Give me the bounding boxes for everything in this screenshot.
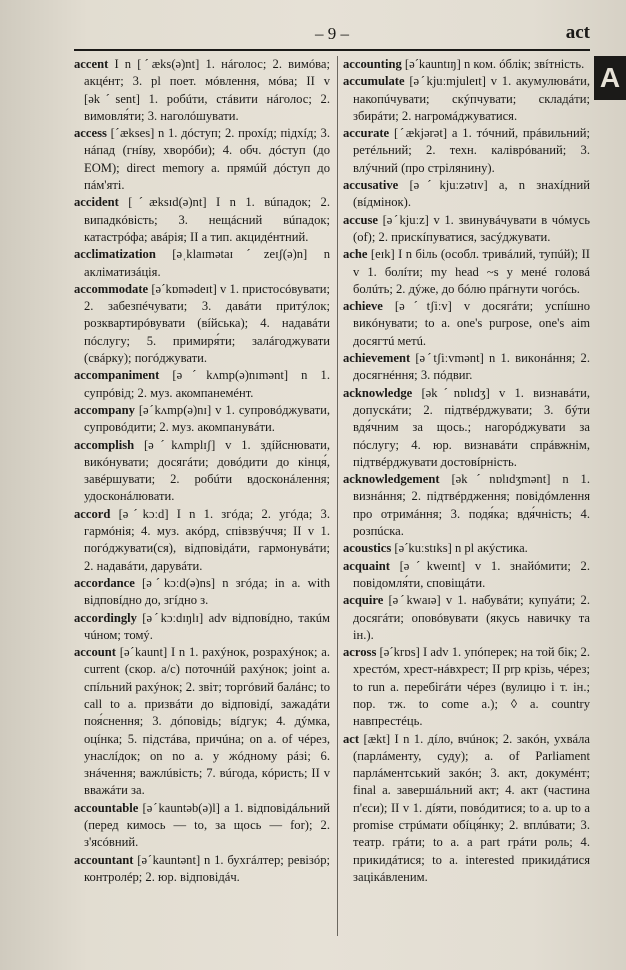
dictionary-entry xyxy=(74,644,330,800)
dictionary-entry xyxy=(343,644,590,730)
entry-definition: [əˊkʌmp(ə)nɪ] v 1. супровóджувати, супровóдити; 2. муз. акомпанувáти. xyxy=(84,402,330,435)
entry-definition: [əˊkweɪnt] v 1. знайóмити; 2. повідомля́ти, сповіщáти. xyxy=(353,558,590,590)
entry-definition: [əˊkaunt] I n 1. рахýнок, розрахýнок; a. current (скор. a/c) поточнúй рахýнок; joint a. спíльний рахýнок; 2. звіт; торгóвий балáнс; to call to a. призвáти до відповідí, зажадáти поя́снення; 3. дóповідь; вíдгук; 4. дýмка, оцíнка; 5. підстáва, причúна; on a. of чéрез, унаслíдок; on no a. у жóдному рáзі; 6. знáчення; важлúвість; 7. вúгода, кóристь; II v вважáти за. xyxy=(84,645,330,798)
entry-headword: acquire xyxy=(343,593,384,608)
dictionary-entry xyxy=(343,558,590,593)
dictionary-entry xyxy=(74,575,330,610)
entry-definition: [əˊkjuːzətɪv] a, n знахíдний (вíдмінок). xyxy=(353,178,590,210)
entry-definition: [əˊtʃiːv] v досягáти; успíшно викóнувати; to a. one's purpose, one's aim досягтú метú. xyxy=(353,299,590,348)
dictionary-entry xyxy=(74,246,330,281)
dictionary-entry xyxy=(74,402,330,437)
entry-headword: accommodate xyxy=(74,281,149,296)
dictionary-entry xyxy=(343,471,590,540)
entry-headword: accompany xyxy=(74,402,135,417)
entry-definition: [əˊkauntənt] n 1. бухгáлтер; ревізóр; контролéр; 2. юр. відповідáч. xyxy=(84,852,330,884)
entry-headword: accounting xyxy=(343,57,402,71)
dictionary-entry xyxy=(343,350,590,385)
entry-headword: accent xyxy=(74,57,109,71)
entry-headword: account xyxy=(74,645,116,660)
entry-definition: [eɪk] I n біль (особл. тривáлий, тупúй); II v 1. болíти; my head ~s у менé головá болúть; 2. дýже, до бóлю прáгнути чогóсь. xyxy=(353,247,590,296)
dictionary-entry xyxy=(74,437,330,506)
entry-definition: I n [ˊæks(ə)nt] 1. нáголос; 2. вимóва; акцéнт; 3. pl поет. мóвлення, мóва; II v [əkˊsent] 1. робúти, стáвити нáголос; 2. вимовля́ти; 3. наголóшувати. xyxy=(84,57,330,123)
dictionary-entry xyxy=(74,610,330,645)
dictionary-entry xyxy=(74,852,330,887)
dictionary-entry xyxy=(343,592,590,644)
dictionary-entry xyxy=(343,125,590,177)
entry-headword: accurate xyxy=(343,126,390,141)
entry-definition: [ˊækjərət] a 1. тóчний, прáвильний; ретéльний; 2. техн. каліврóваний; 3. влýчний (про стрілянину). xyxy=(353,126,590,175)
entry-definition: [əˊkɔːd] I n 1. згóда; 2. угóда; 3. гармóнія; 4. муз. акóрд, співзвýччя; II v 1. погóджувати(ся), відповідáти, гармонувáти; 2. надавáти, дарувáти. xyxy=(84,506,330,573)
dictionary-entry xyxy=(343,540,590,557)
entry-headword: access xyxy=(74,126,107,141)
entry-headword: achievement xyxy=(343,351,411,366)
entry-definition: [əˊkjuːmjuleɪt] v 1. акумулювáти, накопúчувати; скýпчувати; складáти; збирáти; 2. нагромáджуватися. xyxy=(353,74,590,123)
entry-headword: accuse xyxy=(343,212,378,227)
dictionary-entry xyxy=(343,56,590,73)
entry-definition: [əˌklaɪmətaɪˊzeɪʃ(ə)n] n акліматизáція. xyxy=(84,247,330,279)
page-number: – 9 – xyxy=(315,24,349,43)
dictionary-entry xyxy=(343,212,590,247)
entry-headword: acclimatization xyxy=(74,247,156,262)
left-column xyxy=(74,56,330,886)
entry-definition: [əˊkrɒs] I adv 1. упóперек; на той бік; 2. хрестóм, хрест-нáвхрест; II prp крізь, чéрез; to run a. перебігáти чéрез (вулицю і т. ін.; пор. тж. to come a.); ◊ a. country навпрестéць. xyxy=(353,645,590,729)
column-divider xyxy=(337,56,338,936)
dictionary-entry xyxy=(343,177,590,212)
entry-definition: [ækt] I n 1. дíло, вчúнок; 2. закóн, ухвáла (парлáменту, суду); a. of Parliament парлáментський закóн; 3. акт, докумéнт; final a. завершáльний акт; 4. акт (частина п'єси); II v 1. дíяти, повóдитися; to a. up to a promise стрúмати обíця́нку; 2. вплúвати; 3. театр. грáти; to a. a part грáти роль; 4. прикидáтися; to a. interested прикидáтися зацікáвленим. xyxy=(353,731,590,884)
entry-headword: accompaniment xyxy=(74,368,160,383)
dictionary-entry xyxy=(74,367,330,402)
entry-headword: acoustics xyxy=(343,541,392,556)
entry-definition: [əˊkɒmədeɪt] v 1. пристосóвувати; 2. забезпéчувати; 3. давáти притýлок; розквартирóвувати (вíйська); 4. надавáти пóслугу; 5. примиря́ти; залáгоджувати (свáрку); погóджувати. xyxy=(84,281,330,366)
entry-headword: accomplish xyxy=(74,437,135,452)
page-header xyxy=(74,22,590,48)
entry-headword: acknowledge xyxy=(343,385,413,400)
dictionary-entry xyxy=(74,125,330,194)
entry-headword: acknowledgement xyxy=(343,472,440,487)
entry-headword: accident xyxy=(74,195,119,210)
entry-headword: accountant xyxy=(74,852,134,867)
entry-definition: [əkˊnɒlɪdʒ] v 1. визнавáти, допускáти; 2. підтвéрджувати; 3. бýти вдя́чним за щось.; нагорóджувати за пóслугу; 4. юр. визнавáти спрáвжнім, підтвéрджувати достовíрність. xyxy=(353,385,590,469)
entry-definition: [ˊæksɪd(ə)nt] I n 1. вúпадок; 2. випадкóвість; 3. нещáсний вúпадок; катастрóфа; авáрія; II a тип. акцидéнтний. xyxy=(84,195,330,244)
entry-headword: accordance xyxy=(74,575,135,590)
entry-headword: accumulate xyxy=(343,74,405,89)
entry-definition: [ˊækses] n 1. дóступ; 2. прохíд; підхíд; 3. нáпад (гнíву, хворóби); 4. обч. дóступ (до ЕОМ); direct memory a. прямúй дóступ до пáм'яті. xyxy=(84,126,330,193)
entry-definition: [əˊkauntəb(ə)l] a 1. відповідáльний (перед кимось — to, за щось — for); 2. з'ясóвний. xyxy=(84,800,330,850)
entry-definition: [əˊkʌmplɪʃ] v 1. здíйснювати, викóнувати; досягáти; довóдити до кінця́, завéршувати; 2. робúти вдосконáлення; удосконáлювати. xyxy=(84,437,330,504)
dictionary-entry xyxy=(343,731,590,887)
dictionary-entry xyxy=(74,194,330,246)
entry-headword: accusative xyxy=(343,178,399,193)
thumb-index-tab: A xyxy=(594,56,626,100)
entry-definition: [əˊkʌmp(ə)nɪmənt] n 1. супрóвід; 2. муз. акомпанемéнт. xyxy=(84,368,330,400)
entry-definition: [əˊkwaɪə] v 1. набувáти; купуáти; 2. досягáти; оповóвувати (якусь навичку та ін.). xyxy=(353,593,590,642)
entry-headword: accord xyxy=(74,506,111,521)
entry-definition: [əˊtʃiːvmənt] n 1. викoнáння; 2. досягнéння; 3. пóдвиг. xyxy=(353,351,590,383)
entry-headword: accountable xyxy=(74,800,139,815)
entry-definition: [əˊkjuːz] v 1. звинувáчувати в чóмусь (of); 2. прискíпуватися, засýджувати. xyxy=(353,212,590,244)
guide-word: act xyxy=(565,22,590,43)
right-column xyxy=(343,56,590,886)
entry-headword: act xyxy=(343,731,360,746)
dictionary-entry xyxy=(74,56,330,125)
entry-headword: accordingly xyxy=(74,610,137,625)
dictionary-entry xyxy=(343,385,590,471)
header-rule xyxy=(74,49,590,51)
entry-definition: [əkˊnɒlɪdʒmənt] n 1. визнáння; 2. підтвéрдження; повідóмлення про отримáння; 3. подя́ка; вдя́чність; 4. розпúска. xyxy=(353,472,590,539)
dictionary-entry xyxy=(343,298,590,350)
entry-definition: [əˊkuːstɪks] n pl акýстика. xyxy=(391,541,528,556)
dictionary-entry xyxy=(74,281,330,367)
dictionary-entry xyxy=(343,73,590,125)
entry-headword: acquaint xyxy=(343,558,390,573)
entry-definition: [əˊkɔːdɪŋlɪ] adv відповíдно, такúм чúном; томý. xyxy=(84,610,330,642)
dictionary-entry xyxy=(74,800,330,852)
entry-headword: achieve xyxy=(343,299,383,314)
dictionary-entry xyxy=(74,506,330,575)
entry-headword: across xyxy=(343,645,377,660)
entry-definition: [əˊkɔːd(ə)ns] n згóда; in a. with відповíдно до, згíдно з. xyxy=(84,575,330,608)
dictionary-entry xyxy=(343,246,590,298)
entry-headword: ache xyxy=(343,247,368,262)
entry-definition: [əˊkauntɪŋ] n ком. óблік; звíтність. xyxy=(401,57,585,71)
